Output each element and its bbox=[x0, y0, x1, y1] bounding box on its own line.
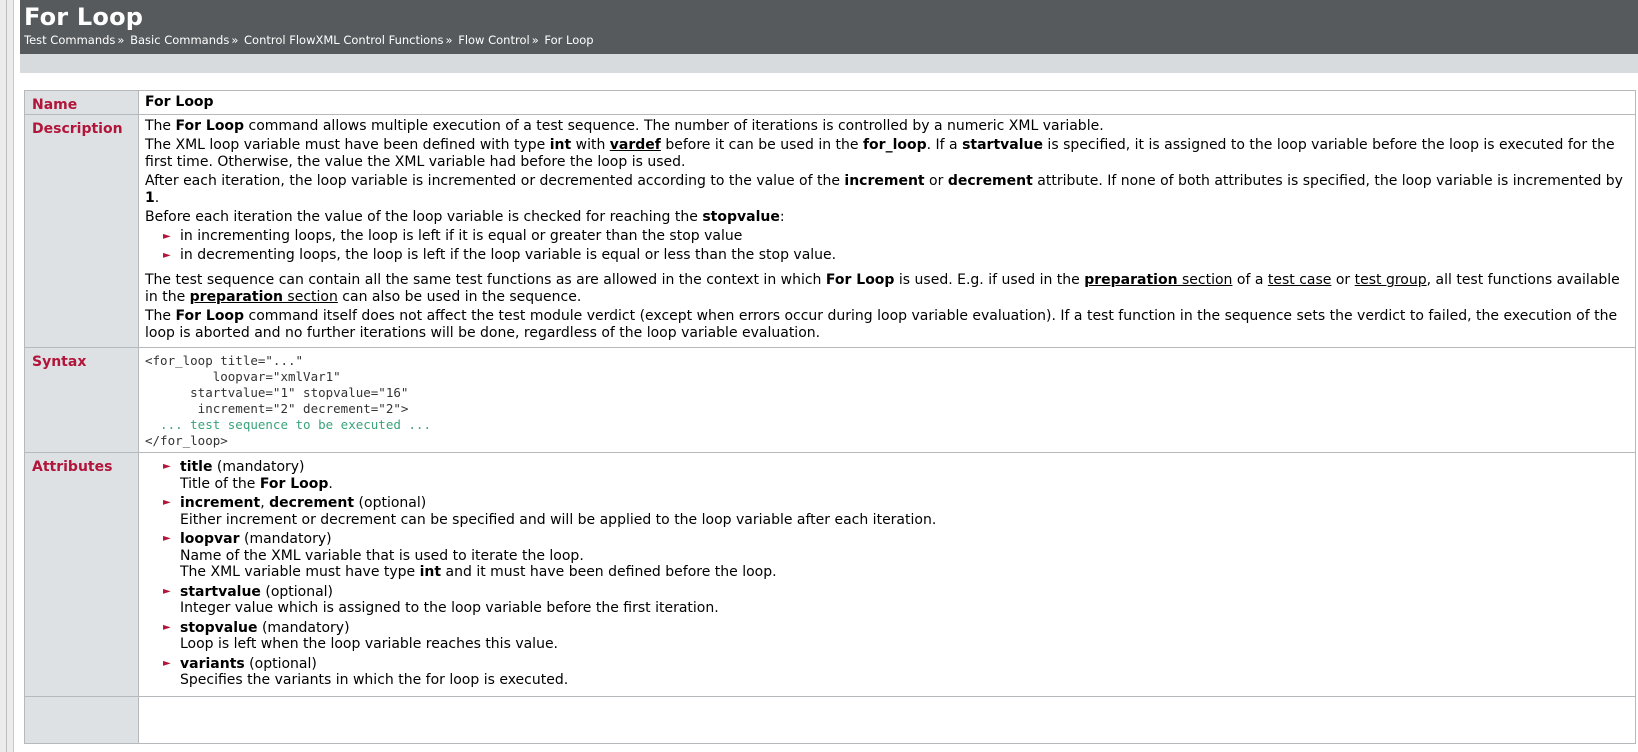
text-bold: int bbox=[549, 137, 572, 153]
attribute-flag: (optional) bbox=[244, 655, 317, 672]
attribute-item bbox=[163, 531, 1627, 581]
header-subbar bbox=[20, 54, 1638, 73]
text: After each iteration, the loop variable is incremented or decremented according to the value of the bbox=[145, 173, 845, 189]
attribute-desc: The XML variable must have type bbox=[180, 564, 420, 580]
row-name bbox=[25, 91, 1636, 115]
code-line: increment="2" decrement="2"> bbox=[145, 401, 409, 416]
text-bold: decrement bbox=[947, 173, 1033, 189]
text: can also be used in the sequence. bbox=[337, 289, 582, 305]
text-bold: for_loop bbox=[862, 137, 927, 153]
attribute-flag: (mandatory) bbox=[257, 619, 350, 636]
code-line: </for_loop> bbox=[145, 433, 228, 448]
text: . bbox=[328, 475, 333, 492]
breadcrumb-test-commands[interactable]: Test Commands bbox=[24, 33, 116, 47]
attribute-item bbox=[163, 656, 1627, 689]
row-label-attributes: Attributes bbox=[25, 453, 139, 697]
breadcrumb-flow-control[interactable]: Flow Control bbox=[458, 33, 530, 47]
stop-rules-list bbox=[145, 228, 1627, 264]
description-paragraph bbox=[145, 308, 1627, 342]
text-bold: int bbox=[419, 564, 442, 580]
text: The bbox=[145, 118, 176, 134]
row-value-attributes bbox=[139, 453, 1636, 697]
triangle-bullet-icon: ► bbox=[163, 461, 171, 472]
text-bold: For Loop bbox=[175, 118, 245, 134]
attribute-item: ► increment, decrement (optional) Either increment or decrement can be specified and will be applied to the loop variable after each iteration. bbox=[163, 495, 937, 528]
attribute-desc: Either increment or decrement can be specified and will be applied to the loop variable after each iteration. bbox=[180, 511, 937, 528]
description-paragraph bbox=[145, 272, 1627, 306]
attribute-desc: and it must have been defined before the loop. bbox=[441, 564, 777, 580]
attribute-name: title bbox=[180, 459, 213, 475]
text-bold: For Loop bbox=[825, 272, 895, 288]
text: command itself does not affect the test module verdict (except when errors occur during loop variable evaluation). If a test function in the sequence sets the verdict to failed, the execution of the loop is aborted and no further iterations will be done, regardless of the loop variable evaluation. bbox=[145, 308, 1618, 341]
text-bold: 1 bbox=[145, 190, 155, 206]
text-bold: stopvalue bbox=[702, 209, 780, 225]
row-label-next bbox=[25, 696, 139, 743]
text: attribute. If none of both attributes is specified, the loop variable is incremented by bbox=[1032, 173, 1623, 189]
text: . bbox=[154, 190, 160, 206]
row-attributes bbox=[25, 453, 1636, 697]
triangle-bullet-icon: ► bbox=[163, 497, 171, 508]
text: is used. E.g. if used in the bbox=[894, 272, 1085, 288]
attribute-name: increment bbox=[180, 495, 261, 511]
code-line: loopvar="xmlVar1" bbox=[145, 369, 341, 384]
left-scroll-rail[interactable] bbox=[0, 0, 14, 752]
text: The bbox=[145, 308, 176, 324]
command-table bbox=[24, 90, 1636, 744]
row-value-name bbox=[139, 91, 1636, 115]
breadcrumb-for-loop[interactable]: For Loop bbox=[544, 33, 594, 47]
text: . If a bbox=[926, 137, 963, 153]
text: The test sequence can contain all the same test functions as are allowed in the context in which bbox=[145, 272, 826, 288]
text: : bbox=[779, 209, 785, 225]
row-value-description bbox=[139, 115, 1636, 348]
breadcrumb-sep: » bbox=[231, 33, 239, 47]
name-value: For Loop bbox=[145, 94, 214, 110]
breadcrumb-sep: » bbox=[117, 33, 125, 47]
test-group-link[interactable]: test group bbox=[1354, 272, 1427, 288]
preparation-section-link[interactable] bbox=[190, 289, 338, 305]
text: before it can be used in the bbox=[660, 137, 863, 153]
text: is specified, it is assigned to the loop variable before the loop is executed for the first time. Otherwise, the value the XML variable had before the loop is used. bbox=[145, 137, 1615, 170]
text-bold: For Loop bbox=[175, 308, 245, 324]
text-bold: increment bbox=[844, 173, 925, 189]
text-bold: For Loop bbox=[259, 475, 329, 492]
text: The XML loop variable must have been defined with type bbox=[145, 137, 550, 153]
attribute-flag: (mandatory) bbox=[212, 459, 305, 475]
breadcrumb-sep: » bbox=[531, 33, 539, 47]
attribute-item bbox=[163, 459, 1627, 492]
list-item bbox=[163, 228, 1627, 245]
attribute-desc: Title of the bbox=[180, 475, 260, 492]
attribute-desc: Integer value which is assigned to the loop variable before the first iteration. bbox=[180, 600, 719, 616]
breadcrumb bbox=[24, 32, 1638, 48]
triangle-bullet-icon: ► bbox=[163, 250, 171, 261]
text: section bbox=[282, 289, 338, 305]
list-item bbox=[163, 247, 1627, 264]
triangle-bullet-icon: ► bbox=[163, 621, 171, 633]
row-syntax bbox=[25, 348, 1636, 453]
description-paragraph bbox=[145, 209, 1627, 226]
syntax-code-block bbox=[145, 353, 1627, 449]
triangle-bullet-icon: ► bbox=[163, 585, 171, 597]
text-bold: startvalue bbox=[962, 137, 1043, 153]
attribute-flag: (mandatory) bbox=[239, 531, 332, 547]
description-paragraph bbox=[145, 137, 1627, 171]
attribute-item bbox=[163, 584, 1627, 617]
row-value-next bbox=[139, 696, 1636, 743]
code-comment: ... test sequence to be executed ... bbox=[145, 417, 431, 432]
attribute-desc: Specifies the variants in which the for loop is executed. bbox=[180, 672, 569, 688]
triangle-bullet-icon: ► bbox=[163, 533, 171, 544]
text-bold: preparation bbox=[1084, 272, 1178, 288]
attribute-flag: (optional) bbox=[354, 495, 427, 511]
attribute-item bbox=[163, 620, 1627, 653]
row-label-description: Description bbox=[25, 115, 139, 348]
triangle-bullet-icon: ► bbox=[163, 231, 171, 242]
code-line: startvalue="1" stopvalue="16" bbox=[145, 385, 409, 400]
text: of a bbox=[1232, 272, 1268, 288]
attribute-name: startvalue bbox=[180, 583, 261, 600]
attribute-name: variants bbox=[180, 655, 245, 672]
main-content bbox=[24, 90, 1636, 744]
code-line: <for_loop title="..." bbox=[145, 353, 304, 368]
list-item-text: in incrementing loops, the loop is left if it is equal or greater than the stop value bbox=[180, 228, 743, 244]
text: or bbox=[1331, 272, 1355, 288]
text: or bbox=[924, 173, 948, 189]
attribute-flag: (optional) bbox=[260, 583, 334, 600]
attribute-name: decrement bbox=[269, 495, 355, 511]
page-title: For Loop bbox=[24, 3, 144, 31]
rail-line bbox=[6, 0, 7, 752]
text: command allows multiple execution of a test sequence. The number of iterations is controlled by a numeric XML variable. bbox=[244, 118, 1104, 134]
breadcrumb-basic-commands[interactable]: Basic Commands bbox=[130, 33, 230, 47]
row-label-syntax: Syntax bbox=[25, 348, 139, 453]
attribute-desc: Loop is left when the loop variable reaches this value. bbox=[180, 636, 559, 652]
text-bold: preparation bbox=[189, 289, 283, 305]
row-next bbox=[25, 696, 1636, 743]
text: Before each iteration the value of the loop variable is checked for reaching the bbox=[145, 209, 703, 225]
test-case-link[interactable]: test case bbox=[1267, 272, 1332, 288]
text: with bbox=[571, 137, 610, 153]
attribute-name: loopvar bbox=[180, 531, 240, 547]
attribute-desc: Name of the XML variable that is used to iterate the loop. bbox=[180, 547, 584, 564]
preparation-section-link[interactable] bbox=[1084, 272, 1232, 288]
text: , all test functions available in the bbox=[145, 272, 1620, 305]
page-header bbox=[20, 0, 1638, 54]
text: section bbox=[1177, 272, 1233, 288]
list-item-text: in decrementing loops, the loop is left if the loop variable is equal or less than the stop value. bbox=[180, 247, 837, 263]
attributes-list bbox=[145, 459, 1627, 689]
description-paragraph bbox=[145, 173, 1627, 207]
attribute-name: stopvalue bbox=[180, 619, 258, 636]
row-description bbox=[25, 115, 1636, 348]
row-value-syntax bbox=[139, 348, 1636, 453]
breadcrumb-sep: » bbox=[445, 33, 453, 47]
description-paragraph bbox=[145, 118, 1627, 135]
triangle-bullet-icon: ► bbox=[163, 657, 171, 669]
breadcrumb-control-flow[interactable]: Control FlowXML Control Functions bbox=[244, 33, 444, 47]
vardef-link[interactable]: vardef bbox=[609, 137, 661, 153]
row-label-name: Name bbox=[25, 91, 139, 115]
